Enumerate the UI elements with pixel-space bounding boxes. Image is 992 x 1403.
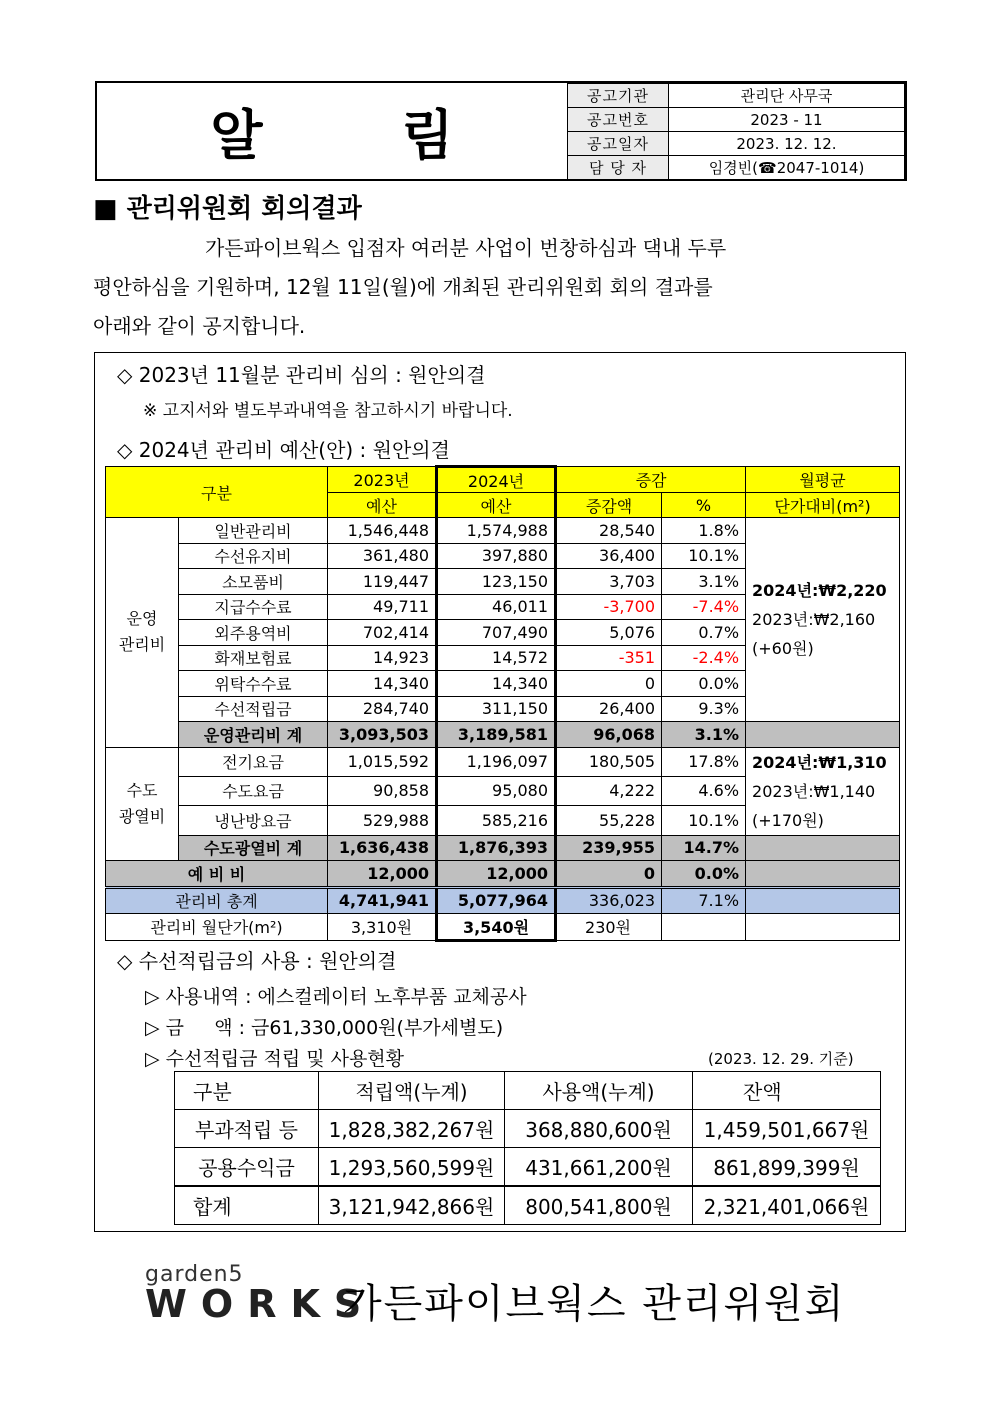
budget-2023: 1,546,448 — [328, 518, 437, 544]
item-name: 지급수수료 — [179, 594, 328, 620]
group-label: 광열비 — [118, 806, 166, 826]
header-2023-budget: 예산 — [328, 493, 437, 518]
budget-2024: 14,340 — [437, 671, 556, 697]
item-name: 수선적립금 — [179, 696, 328, 722]
item-name: 일반관리비 — [179, 518, 328, 544]
budget-2023: 702,414 — [328, 620, 437, 646]
pct: 9.3% — [662, 696, 746, 722]
group-operating — [106, 518, 179, 748]
pct: 17.8% — [662, 747, 746, 776]
item1-title: ◇ 2023년 11월분 관리비 심의 : 원안의결 — [117, 363, 486, 387]
fund-header: 구분 — [175, 1072, 319, 1110]
fund-header: 적립액(누계) — [319, 1072, 505, 1110]
budget-2024: 123,150 — [437, 569, 556, 595]
budget-header-row — [106, 467, 900, 493]
meta-row — [568, 108, 905, 132]
fund-name: 부과적립 등 — [175, 1110, 319, 1148]
intro-line-3: 아래와 같이 공지합니다. — [93, 314, 306, 338]
table-row — [175, 1110, 881, 1148]
budget-2024: 3,189,581 — [437, 722, 556, 748]
meta-value: 임경빈(☎2047-1014) — [669, 156, 905, 180]
header-unit-price: 단가대비(m²) — [746, 493, 900, 518]
diff: 239,955 — [556, 835, 662, 861]
item3-line-2: ▷ 금 액 : 금61,330,000원(부가세별도) — [145, 1017, 504, 1039]
meta-row — [568, 132, 905, 156]
diff: 36,400 — [556, 543, 662, 569]
fund-accum: 1,293,560,599원 — [319, 1148, 505, 1187]
meta-key: 공고번호 — [568, 108, 669, 132]
unit-diff: (+60원) — [752, 639, 814, 658]
fund-total-row — [175, 1186, 881, 1225]
item-name: 위탁수수료 — [179, 671, 328, 697]
pct: 1.8% — [662, 518, 746, 544]
item1-note: ※ 고지서와 별도부과내역을 참고하시기 바랍니다. — [143, 401, 513, 421]
budget-2023: 119,447 — [328, 569, 437, 595]
group-label: 수도 — [126, 780, 158, 800]
pct: 4.6% — [662, 776, 746, 805]
pct: 0.0% — [662, 671, 746, 697]
header-change: 증감 — [556, 467, 746, 493]
budget-2024: 46,011 — [437, 594, 556, 620]
budget-2023: 4,741,941 — [328, 887, 437, 914]
fund-name: 공용수익금 — [175, 1148, 319, 1187]
budget-2024: 1,196,097 — [437, 747, 556, 776]
budget-2023: 1,636,438 — [328, 835, 437, 861]
pct: -2.4% — [662, 645, 746, 671]
budget-2024: 95,080 — [437, 776, 556, 805]
notice-meta-table — [567, 83, 905, 180]
diff: 0 — [556, 671, 662, 697]
empty-cell — [746, 887, 900, 914]
diff: 4,222 — [556, 776, 662, 805]
pct: 0.7% — [662, 620, 746, 646]
logo-garden5: garden5 — [145, 1262, 244, 1287]
meta-row — [568, 156, 905, 180]
budget-table — [105, 465, 900, 942]
fund-used: 431,661,200원 — [505, 1148, 693, 1187]
group-utility — [106, 747, 179, 861]
pct: 0.0% — [662, 861, 746, 888]
budget-2023: 1,015,592 — [328, 747, 437, 776]
fund-name: 합계 — [175, 1186, 319, 1225]
meta-key: 담 당 자 — [568, 156, 669, 180]
budget-2023: 49,711 — [328, 594, 437, 620]
pct: -7.4% — [662, 594, 746, 620]
item3-title: ◇ 수선적립금의 사용 : 원안의결 — [117, 949, 397, 973]
meta-row — [568, 84, 905, 108]
reserve-name: 예 비 비 — [106, 861, 328, 888]
budget-2023: 284,740 — [328, 696, 437, 722]
diff: -351 — [556, 645, 662, 671]
budget-2023: 361,480 — [328, 543, 437, 569]
subtotal-row — [106, 835, 900, 861]
budget-2023: 14,923 — [328, 645, 437, 671]
logo-works: WORKS — [145, 1282, 376, 1326]
budget-2024: 585,216 — [437, 806, 556, 835]
budget-2023: 3,093,503 — [328, 722, 437, 748]
subtotal-name: 수도광열비 계 — [179, 835, 328, 861]
budget-2023: 90,858 — [328, 776, 437, 805]
item3-line-1: ▷ 사용내역 : 에스컬레이터 노후부품 교체공사 — [145, 986, 527, 1008]
header-change-amount: 증감액 — [556, 493, 662, 518]
budget-2023: 14,340 — [328, 671, 437, 697]
item2-title: ◇ 2024년 관리비 예산(안) : 원안의결 — [117, 438, 450, 462]
header-2024-budget: 예산 — [437, 493, 556, 518]
item-name: 수도요금 — [179, 776, 328, 805]
header-2024-year: 2024년 — [437, 467, 556, 493]
budget-2023: 529,988 — [328, 806, 437, 835]
pct: 10.1% — [662, 543, 746, 569]
unit-2023: 2023년:₩1,140 — [752, 781, 876, 801]
pct: 10.1% — [662, 806, 746, 835]
budget-2024: 707,490 — [437, 620, 556, 646]
budget-2024: 5,077,964 — [437, 887, 556, 914]
fund-balance: 1,459,501,667원 — [693, 1110, 881, 1148]
group-label: 운영 — [126, 609, 158, 629]
budget-2023: 12,000 — [328, 861, 437, 888]
header-category: 구분 — [106, 467, 328, 518]
subtotal-name: 운영관리비 계 — [179, 722, 328, 748]
unit-2024: 2024년:₩1,310 — [752, 752, 887, 772]
fund-balance: 861,899,399원 — [693, 1148, 881, 1187]
empty-cell — [662, 914, 746, 941]
pct: 3.1% — [662, 722, 746, 748]
notice-header — [95, 81, 907, 181]
budget-2024: 14,572 — [437, 645, 556, 671]
fund-header: 잔액 — [693, 1072, 881, 1110]
unit-2023: 3,310원 — [328, 914, 437, 941]
meta-value: 관리단 사무국 — [669, 84, 905, 108]
utility-unit-compare — [746, 747, 900, 835]
item-name: 전기요금 — [179, 747, 328, 776]
item-name: 냉난방요금 — [179, 806, 328, 835]
diff: 26,400 — [556, 696, 662, 722]
item-name: 수선유지비 — [179, 543, 328, 569]
unit-diff: 230원 — [556, 914, 662, 941]
empty-cell — [746, 835, 900, 861]
item3-line-3: ▷ 수선적립금 적립 및 사용현황 — [145, 1048, 405, 1070]
total-row — [106, 887, 900, 914]
pct: 3.1% — [662, 569, 746, 595]
table-row — [106, 518, 900, 544]
diff: 3,703 — [556, 569, 662, 595]
unit-2023: 2023년:₩2,160 — [752, 610, 876, 629]
header-change-pct: % — [662, 493, 746, 518]
budget-2024: 397,880 — [437, 543, 556, 569]
diff: 55,228 — [556, 806, 662, 835]
footer-organization: 가든파이브웍스 관리위원회 — [343, 1281, 846, 1327]
fund-header: 사용액(누계) — [505, 1072, 693, 1110]
diff: -3,700 — [556, 594, 662, 620]
diff: 96,068 — [556, 722, 662, 748]
budget-2024: 12,000 — [437, 861, 556, 888]
empty-cell — [746, 722, 900, 748]
header-monthly: 월평균 — [746, 467, 900, 493]
intro-line-2: 평안하심을 기원하며, 12월 11일(월)에 개최된 관리위원회 회의 결과를 — [93, 275, 713, 299]
pct: 7.1% — [662, 887, 746, 914]
item-name: 소모품비 — [179, 569, 328, 595]
unit-price-name: 관리비 월단가(m²) — [106, 914, 328, 941]
fund-header-row — [175, 1072, 881, 1110]
fund-balance: 2,321,401,066원 — [693, 1186, 881, 1225]
empty-cell — [746, 861, 900, 888]
unit-price-row — [106, 914, 900, 941]
section-title: ■ 관리위원회 회의결과 — [93, 194, 362, 224]
fund-used: 368,880,600원 — [505, 1110, 693, 1148]
diff: 28,540 — [556, 518, 662, 544]
fund-accum: 1,828,382,267원 — [319, 1110, 505, 1148]
pct: 14.7% — [662, 835, 746, 861]
fund-table — [174, 1071, 881, 1225]
reserve-row — [106, 861, 900, 888]
item-name: 화재보험료 — [179, 645, 328, 671]
diff: 0 — [556, 861, 662, 888]
meta-value: 2023 - 11 — [669, 108, 905, 132]
intro-line-1: 가든파이브웍스 입점자 여러분 사업이 번창하심과 댁내 두루 — [205, 236, 727, 260]
table-row — [175, 1148, 881, 1187]
meta-value: 2023. 12. 12. — [669, 132, 905, 156]
diff: 180,505 — [556, 747, 662, 776]
total-name: 관리비 총계 — [106, 887, 328, 914]
unit-2024: 3,540원 — [437, 914, 556, 941]
item-name: 외주용역비 — [179, 620, 328, 646]
table-row — [106, 747, 900, 776]
unit-2024: 2024년:₩2,220 — [752, 581, 887, 600]
budget-2024: 311,150 — [437, 696, 556, 722]
diff: 336,023 — [556, 887, 662, 914]
fund-accum: 3,121,942,866원 — [319, 1186, 505, 1225]
empty-cell — [746, 914, 900, 941]
subtotal-row — [106, 722, 900, 748]
fund-used: 800,541,800원 — [505, 1186, 693, 1225]
budget-2024: 1,574,988 — [437, 518, 556, 544]
meta-key: 공고기관 — [568, 84, 669, 108]
meta-key: 공고일자 — [568, 132, 669, 156]
notice-title: 알 림 — [210, 103, 514, 167]
diff: 5,076 — [556, 620, 662, 646]
as-of-date: (2023. 12. 29. 기준) — [708, 1050, 854, 1068]
group-label: 관리비 — [118, 635, 166, 655]
unit-diff: (+170원) — [752, 810, 824, 830]
header-2023-year: 2023년 — [328, 467, 437, 493]
budget-2024: 1,876,393 — [437, 835, 556, 861]
operating-unit-compare — [746, 518, 900, 722]
